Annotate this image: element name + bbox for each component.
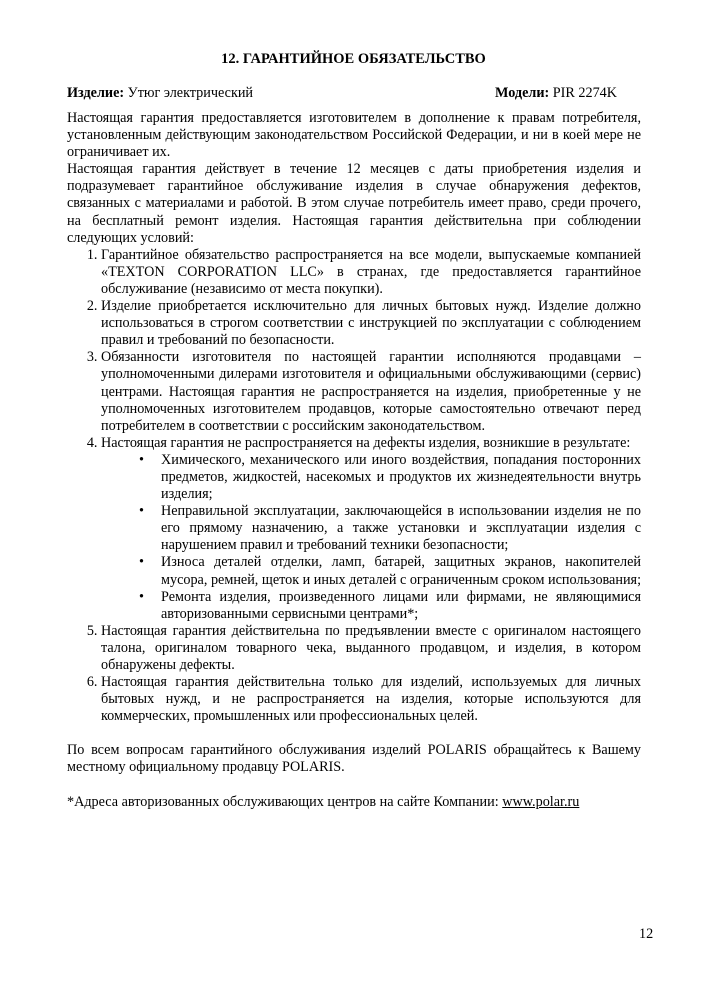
condition-item: [101, 435, 641, 623]
page-title: 12. ГАРАНТИЙНОЕ ОБЯЗАТЕЛЬСТВО: [221, 51, 486, 67]
condition-item: 5. Настоящая гарантия действительна по предъявлении вместе с оригиналом настоящего талона, оригиналом товарного чека, выданного продавцом, и изделия, в котором обнаружены дефекты.: [101, 623, 641, 674]
product-line: [67, 85, 641, 102]
exclusion-text: Неправильной эксплуатации, заключающейся в использовании изделия не по его прямому назначению, а также установки и эксплуатации изделия с нарушением правил и требований техники безопасности;: [161, 503, 641, 554]
product-field: [67, 85, 253, 101]
condition-item: 6. Настоящая гарантия действительна только для изделий, используемых для личных бытовых нужд, и не распространяется на изделия, которые используются для коммерческих, промышленных или профессиональных целей.: [101, 674, 641, 725]
model-field: [495, 85, 617, 102]
spacer: [67, 777, 641, 794]
product-value: Утюг электрический: [124, 85, 254, 101]
model-value: PIR 2274K: [549, 85, 618, 101]
bullet-icon: •: [139, 503, 144, 520]
exclusion-text: Износа деталей отделки, ламп, батарей, защитных экранов, накопителей мусора, ремней, щеток и иных деталей с ограниченным сроком использования;: [161, 554, 642, 588]
intro-paragraph: Настоящая гарантия действует в течение 12 месяцев с даты приобретения изделия и подразумевает гарантийное обслуживание изделия в случае обнаружения дефектов, связанных с материалами и работой. В этом случае потребитель имеет право, среди прочего, на бесплатный ремонт изделия. Настоящая гарантия действительна при соблюдении следующих условий:: [67, 161, 641, 246]
model-label: Модели:: [495, 85, 550, 101]
exclusion-item: [139, 589, 641, 623]
exclusions-list: [101, 452, 641, 623]
exclusion-text: Ремонта изделия, произведенного лицами или фирмами, не являющимися авторизованными сервисными центрами*;: [161, 588, 641, 622]
exclusion-item: [139, 452, 641, 503]
condition-item: 3. Обязанности изготовителя по настоящей гарантии исполняются продавцами – уполномоченными дилерами изготовителя и официальными обслуживающими (сервис) центрами. Настоящая гарантия не распространяется на изделия, приобретенные у не уполномоченных изготовителем продавцов, которые самостоятельно отвечают перед потребителем в соответствии с российским законодательством.: [101, 349, 641, 434]
bullet-icon: •: [139, 588, 144, 605]
warranty-body: [67, 110, 641, 811]
footnote: [67, 794, 641, 811]
spacer: [67, 725, 641, 742]
website-link[interactable]: www.polar.ru: [502, 793, 580, 810]
page-number: 12: [639, 926, 654, 942]
footnote-text: *Адреса авторизованных обслуживающих центров на сайте Компании:: [67, 793, 503, 810]
bullet-icon: •: [139, 451, 144, 468]
product-label: Изделие:: [67, 85, 125, 101]
contact-paragraph: По всем вопросам гарантийного обслуживания изделий POLARIS обращайтесь к Вашему местному официальному продавцу POLARIS.: [67, 742, 641, 776]
condition-item: 1. Гарантийное обязательство распространяется на все модели, выпускаемые компанией «TEXTON CORPORATION LLC» в странах, где предоставляется гарантийное обслуживание (независимо от места покупки).: [101, 247, 641, 298]
condition-text: Настоящая гарантия не распространяется на дефекты изделия, возникшие в результате:: [101, 434, 631, 451]
exclusion-item: [139, 503, 641, 554]
condition-item: 2. Изделие приобретается исключительно для личных бытовых нужд. Изделие должно использоваться в строгом соответствии с инструкцией по эксплуатации с соблюдением правил и требований по безопасности.: [101, 298, 641, 349]
intro-paragraph: Настоящая гарантия предоставляется изготовителем в дополнение к правам потребителя, установленным действующим законодательством Российской Федерации, и ни в коей мере не ограничивает их.: [67, 110, 641, 161]
bullet-icon: •: [139, 554, 144, 571]
exclusion-text: Химического, механического или иного воздействия, попадания посторонних предметов, жидкостей, насекомых и продуктов их жизнедеятельности внутрь изделия;: [161, 451, 641, 503]
conditions-list: [67, 247, 641, 726]
exclusion-item: [139, 554, 641, 588]
